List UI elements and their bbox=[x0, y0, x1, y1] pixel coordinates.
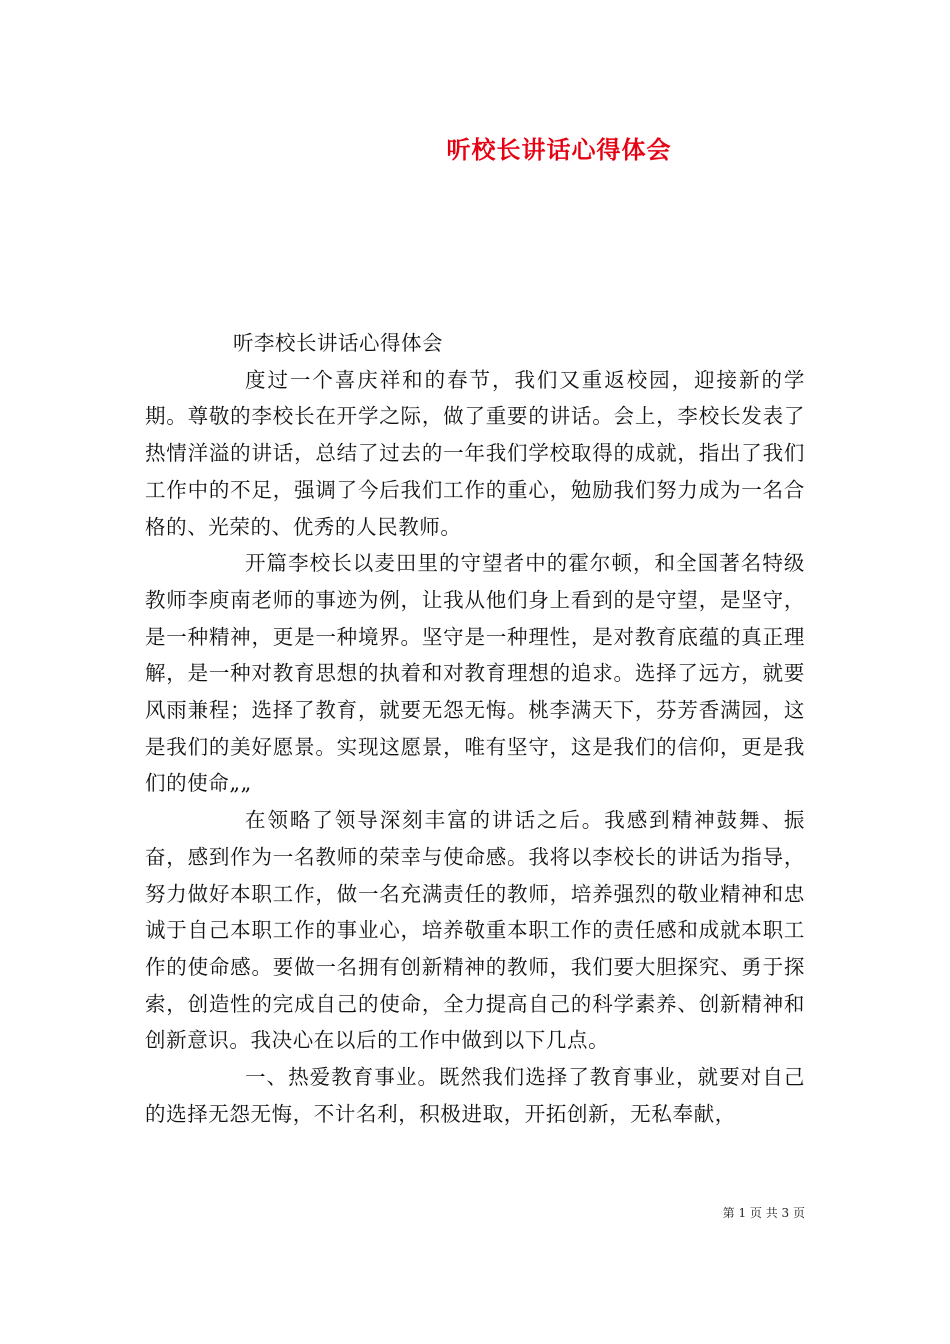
paragraph: 在领略了领导深刻丰富的讲话之后。我感到精神鼓舞、振奋，感到作为一名教师的荣幸与使命感。我将以李校长的讲话为指导，努力做好本职工作，做一名充满责任的教师，培养强烈的敬业精神和忠诚于自己本职工作的事业心，培养敬重本职工作的责任感和成就本职工作的使命感。要做一名拥有创新精神的教师，我们要大胆探究、勇于探索，创造性的完成自己的使命，全力提高自己的科学素养、创新精神和创新意识。我决心在以后的工作中做到以下几点。 bbox=[145, 808, 805, 1053]
paragraph: 开篇李校长以麦田里的守望者中的霍尔顿，和全国著名特级教师李庾南老师的事迹为例，让我从他们身上看到的是守望，是坚守，是一种精神，更是一种境界。坚守是一种理性，是对教育底蕴的真正理解，是一种对教育思想的执着和对教育理想的追求。选择了远方，就要风雨兼程；选择了教育，就要无怨无悔。桃李满天下，芬芳香满园，这是我们的美好愿景。实现这愿景，唯有坚守，这是我们的信仰，更是我们的使命„„ bbox=[145, 551, 805, 796]
document-title: 听校长讲话心得体会 bbox=[446, 136, 672, 164]
paragraph: 一、热爱教育事业。既然我们选择了教育事业，就要对自己的选择无怨无悔，不计名利，积极进取，开拓创新，无私奉献， bbox=[145, 1065, 805, 1126]
document-body bbox=[145, 325, 805, 1132]
document-subtitle: 听李校长讲话心得体会 bbox=[233, 331, 443, 355]
page-number-footer: 第 1 页 共 3 页 bbox=[722, 1206, 805, 1220]
paragraph: 度过一个喜庆祥和的春节，我们又重返校园，迎接新的学期。尊敬的李校长在开学之际，做了重要的讲话。会上，李校长发表了热情洋溢的讲话，总结了过去的一年我们学校取得的成就，指出了我们工作中的不足，强调了今后我们工作的重心，勉励我们努力成为一名合格的、光荣的、优秀的人民教师。 bbox=[145, 367, 805, 539]
